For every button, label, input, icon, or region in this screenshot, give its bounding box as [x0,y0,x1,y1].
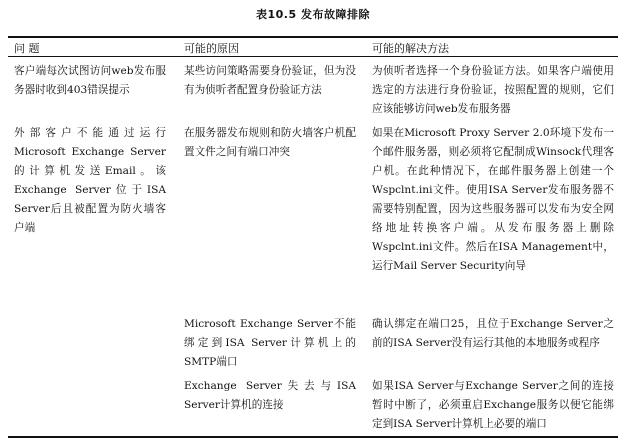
row1-problem: 客户端每次试图访问web发布服务器时收到403错误提示 [14,65,166,96]
header-solution: 可能的解决方法 [372,42,449,55]
row4-cause: Exchange Server失去与ISA Server计算机的连接 [184,380,356,411]
row1-cause: 某些访问策略需要身份验证，但为没有为侦听者配置身份验证方法 [184,65,356,96]
table-bottom-rule [8,436,618,438]
row3-solution: 确认绑定在端口25，且位于Exchange Server之前的ISA Server没有运行其他的本地服务或程序 [372,318,614,349]
header-problem: 问 题 [14,42,40,55]
table-top-rule [8,36,618,38]
row4-solution: 如果ISA Server与Exchange Server之间的连接暂时中断了，必须重启Exchange服务以便它能绑定到ISA Server计算机上必要的端口 [372,380,614,430]
row1-solution: 为侦听者选择一个身份验证方法。如果客户端使用选定的方法进行身份验证，按照配置的规则，它们应该能够访问web发布服务器 [372,65,614,115]
table-header-rule [8,56,618,57]
row2-problem: 外部客户不能通过运行Microsoft Exchange Server的计算机发送Email。该Exchange Server位于ISA Server后且被配置为防火墙客户端 [14,127,166,234]
row2-cause: 在服务器发布规则和防火墙客户机配置文件之间有端口冲突 [184,127,356,158]
table-caption: 表10.5 发布故障排除 [256,8,370,21]
row3-cause: Microsoft Exchange Server不能绑定到ISA Server计算机上的SMTP端口 [184,318,356,368]
header-cause: 可能的原因 [184,42,239,55]
row2-solution: 如果在Microsoft Proxy Server 2.0环境下发布一个邮件服务器，则必须将它配制成Winsock代理客户机。在此种情况下，在邮件服务器上创建一个Wspclnt.ini文件。使用ISA Server发布服务器不需要特别配置，因为这些服务器可以发布为安全网络地址转换客户端。从发布服务器上删除Wspclnt.ini文件。然后在ISA Management中，运行Mail Server Security向导 [372,127,614,272]
